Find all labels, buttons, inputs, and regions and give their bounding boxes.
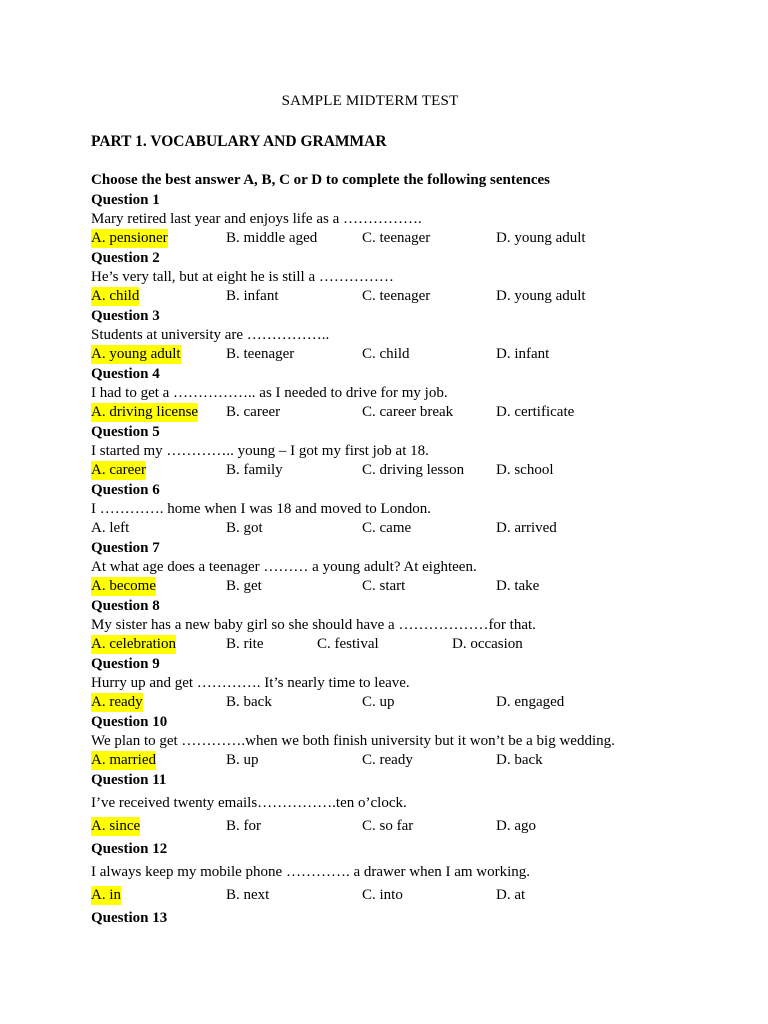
- option-c: C. teenager: [362, 288, 431, 304]
- question-label: Question 4: [91, 366, 160, 382]
- question-text: I’ve received twenty emails…………….ten o’clock.: [91, 795, 407, 811]
- question-text: I …………. home when I was 18 and moved to London.: [91, 501, 431, 517]
- option-a: A. married: [91, 752, 156, 768]
- answer-options: [91, 577, 731, 596]
- question-block: [91, 307, 731, 364]
- question-label: Question 12: [91, 841, 168, 857]
- option-b: B. next: [226, 887, 270, 903]
- answer-options: [91, 287, 731, 306]
- question-label: Question 10: [91, 714, 168, 730]
- question-block: [91, 909, 731, 928]
- question-block: [91, 655, 731, 712]
- option-d: D. young adult: [496, 230, 586, 246]
- instructions: Choose the best answer A, B, C or D to complete the following sentences: [91, 172, 550, 188]
- option-c: C. ready: [362, 752, 413, 768]
- question-label: Question 7: [91, 540, 160, 556]
- option-a: A. driving license: [91, 404, 199, 420]
- page-title: SAMPLE MIDTERM TEST: [281, 93, 459, 109]
- question-block: [91, 539, 731, 596]
- option-c: C. so far: [362, 818, 414, 834]
- option-c: C. career break: [362, 404, 454, 420]
- option-d: D. back: [496, 752, 543, 768]
- question-text: I started my ………….. young – I got my first job at 18.: [91, 443, 429, 459]
- option-c: C. driving lesson: [362, 462, 465, 478]
- option-d: D. infant: [496, 346, 550, 362]
- question-text: Hurry up and get …………. It’s nearly time to leave.: [91, 675, 410, 691]
- question-text: Students at university are ……………..: [91, 327, 330, 343]
- option-c: C. up: [362, 694, 395, 710]
- option-b: B. back: [226, 694, 272, 710]
- option-b: B. career: [226, 404, 281, 420]
- answer-options: [91, 886, 731, 905]
- question-text: At what age does a teenager ……… a young adult? At eighteen.: [91, 559, 477, 575]
- question-label: Question 8: [91, 598, 160, 614]
- part-heading: PART 1. VOCABULARY AND GRAMMAR: [91, 133, 387, 150]
- question-label: Question 11: [91, 772, 167, 788]
- question-label: Question 3: [91, 308, 160, 324]
- option-c: C. into: [362, 887, 403, 903]
- question-text: Mary retired last year and enjoys life as a …………….: [91, 211, 422, 227]
- question-block: [91, 713, 731, 770]
- option-a: A. career: [91, 462, 146, 478]
- answer-options: [91, 817, 731, 836]
- question-block: [91, 365, 731, 422]
- option-a: A. in: [91, 887, 121, 903]
- answer-options: [91, 345, 731, 364]
- option-b: B. get: [226, 578, 262, 594]
- question-block: [91, 771, 731, 836]
- option-a: A. celebration: [91, 636, 176, 652]
- question-text: I always keep my mobile phone …………. a drawer when I am working.: [91, 864, 531, 880]
- option-c: C. came: [362, 520, 412, 536]
- option-b: B. family: [226, 462, 283, 478]
- option-c: C. teenager: [362, 230, 431, 246]
- option-d: D. ago: [496, 818, 536, 834]
- option-a: A. young adult: [91, 346, 181, 362]
- option-b: B. got: [226, 520, 263, 536]
- question-block: [91, 423, 731, 480]
- answer-options: [91, 461, 731, 480]
- option-d: D. young adult: [496, 288, 586, 304]
- option-c: C. start: [362, 578, 406, 594]
- option-b: B. rite: [226, 636, 264, 652]
- answer-options: [91, 751, 731, 770]
- option-b: B. infant: [226, 288, 279, 304]
- option-a: A. left: [91, 520, 130, 536]
- option-a: A. pensioner: [91, 230, 168, 246]
- question-block: [91, 191, 731, 248]
- question-text: We plan to get ………….when we both finish university but it won’t be a big wedding.: [91, 733, 615, 749]
- option-d: D. certificate: [496, 404, 575, 420]
- question-label: Question 13: [91, 910, 168, 926]
- option-b: B. middle aged: [226, 230, 318, 246]
- question-label: Question 5: [91, 424, 160, 440]
- option-a: A. ready: [91, 694, 143, 710]
- question-block: [91, 481, 731, 538]
- option-a: A. since: [91, 818, 141, 834]
- question-label: Question 9: [91, 656, 160, 672]
- option-b: B. teenager: [226, 346, 295, 362]
- question-block: [91, 249, 731, 306]
- question-label: Question 6: [91, 482, 160, 498]
- option-a: A. child: [91, 288, 140, 304]
- option-d: D. engaged: [496, 694, 565, 710]
- answer-options: [91, 403, 731, 422]
- option-c: C. festival: [317, 636, 379, 652]
- option-d: D. arrived: [496, 520, 557, 536]
- question-label: Question 2: [91, 250, 160, 266]
- option-b: B. for: [226, 818, 261, 834]
- option-d: D. take: [496, 578, 540, 594]
- question-block: [91, 597, 731, 654]
- question-text: I had to get a …………….. as I needed to drive for my job.: [91, 385, 448, 401]
- question-text: My sister has a new baby girl so she should have a ………………for that.: [91, 617, 536, 633]
- answer-options: [91, 693, 731, 712]
- option-d: D. at: [496, 887, 526, 903]
- option-d: D. occasion: [452, 636, 523, 652]
- answer-options: [91, 519, 731, 538]
- question-text: He’s very tall, but at eight he is still a ……………: [91, 269, 394, 285]
- question-label: Question 1: [91, 192, 160, 208]
- question-block: [91, 840, 731, 905]
- option-d: D. school: [496, 462, 554, 478]
- option-a: A. become: [91, 578, 156, 594]
- answer-options: [91, 635, 731, 654]
- option-c: C. child: [362, 346, 410, 362]
- answer-options: [91, 229, 731, 248]
- option-b: B. up: [226, 752, 259, 768]
